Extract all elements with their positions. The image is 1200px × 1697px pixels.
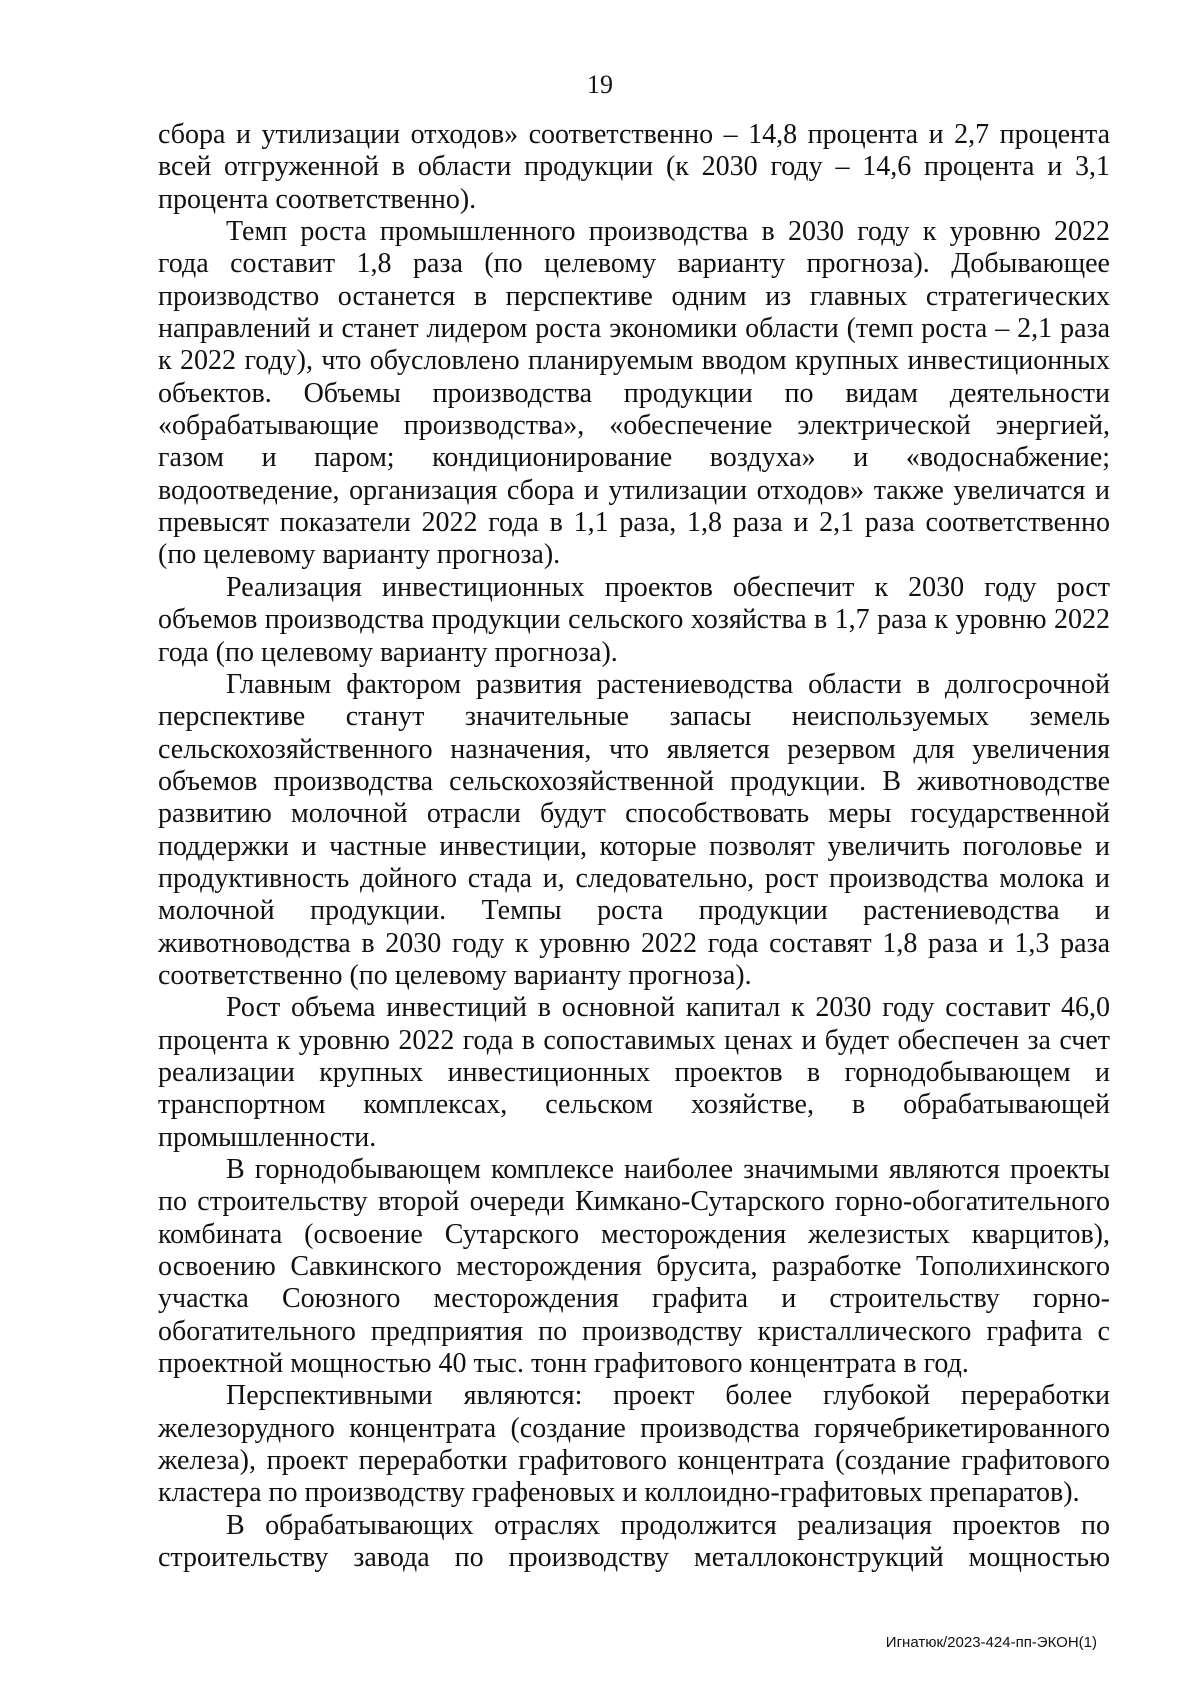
page-number: 19 <box>587 70 613 99</box>
paragraph-4: Главным фактором развития растениеводства области в долгосрочной перспективе станут значительные запасы неиспользуемых земель сельскохозяйственного назначения, что является резервом для увеличения объемов производства сельскохозяйственной продукции. В животноводстве развитию молочной отрасли будут способствовать меры государственной поддержки и частные инвестиции, которые позволят увеличить поголовье и продуктивность дойного стада и, следовательно, рост производства молока и молочной продукции. Темпы роста продукции растениеводства и животноводства в 2030 году к уровню 2022 года составят 1,8 раза и 1,3 раза соответственно (по целевому варианту прогноза). <box>158 668 1110 991</box>
paragraph-8: В обрабатывающих отраслях продолжится реализация проектов по строительству завода по производству металлоконструкций мощностью <box>158 1509 1110 1574</box>
paragraph-1: сбора и утилизации отходов» соответственно – 14,8 процента и 2,7 процента всей отгруженной в области продукции (к 2030 году – 14,6 процента и 3,1 процента соответственно). <box>158 119 1110 215</box>
paragraph-3: Реализация инвестиционных проектов обеспечит к 2030 году рост объемов производства продукции сельского хозяйства в 1,7 раза к уровню 2022 года (по целевому варианту прогноза). <box>158 571 1110 668</box>
document-body <box>158 119 1110 1574</box>
document-code: Игнатюк/2023-424-пп-ЭКОН(1) <box>885 1634 1097 1651</box>
paragraph-6: В горнодобывающем комплексе наиболее значимыми являются проекты по строительству второй очереди Кимкано-Сутарского горно-обогатительного комбината (освоение Сутарского месторождения железистых кварцитов), освоению Савкинского месторождения брусита, разработке Тополихинского участка Союзного месторождения графита и строительству горно-обогатительного предприятия по производству кристаллического графита с проектной мощностью 40 тыс. тонн графитового концентрата в год. <box>158 1154 1110 1380</box>
paragraph-7: Перспективными являются: проект более глубокой переработки железорудного концентрата (создание производства горячебрикетированного железа), проект переработки графитового концентрата (создание графитового кластера по производству графеновых и коллоидно-графитовых препаратов). <box>158 1380 1110 1509</box>
paragraph-5: Рост объема инвестиций в основной капитал к 2030 году составит 46,0 процента к уровню 2022 года в сопоставимых ценах и будет обеспечен за счет реализации крупных инвестиционных проектов в горнодобывающем и транспортном комплексах, сельском хозяйстве, в обрабатывающей промышленности. <box>158 992 1110 1153</box>
paragraph-2: Темп роста промышленного производства в 2030 году к уровню 2022 года составит 1,8 раза (по целевому варианту прогноза). Добывающее производство останется в перспективе одним из главных стратегических направлений и станет лидером роста экономики области (темп роста – 2,1 раза к 2022 году), что обусловлено планируемым вводом крупных инвестиционных объектов. Объемы производства продукции по видам деятельности «обрабатывающие производства», «обеспечение электрической энергией, газом и паром; кондиционирование воздуха» и «водоснабжение; водоотведение, организация сбора и утилизации отходов» также увеличатся и превысят показатели 2022 года в 1,1 раза, 1,8 раза и 2,1 раза соответственно (по целевому варианту прогноза). <box>158 216 1110 571</box>
